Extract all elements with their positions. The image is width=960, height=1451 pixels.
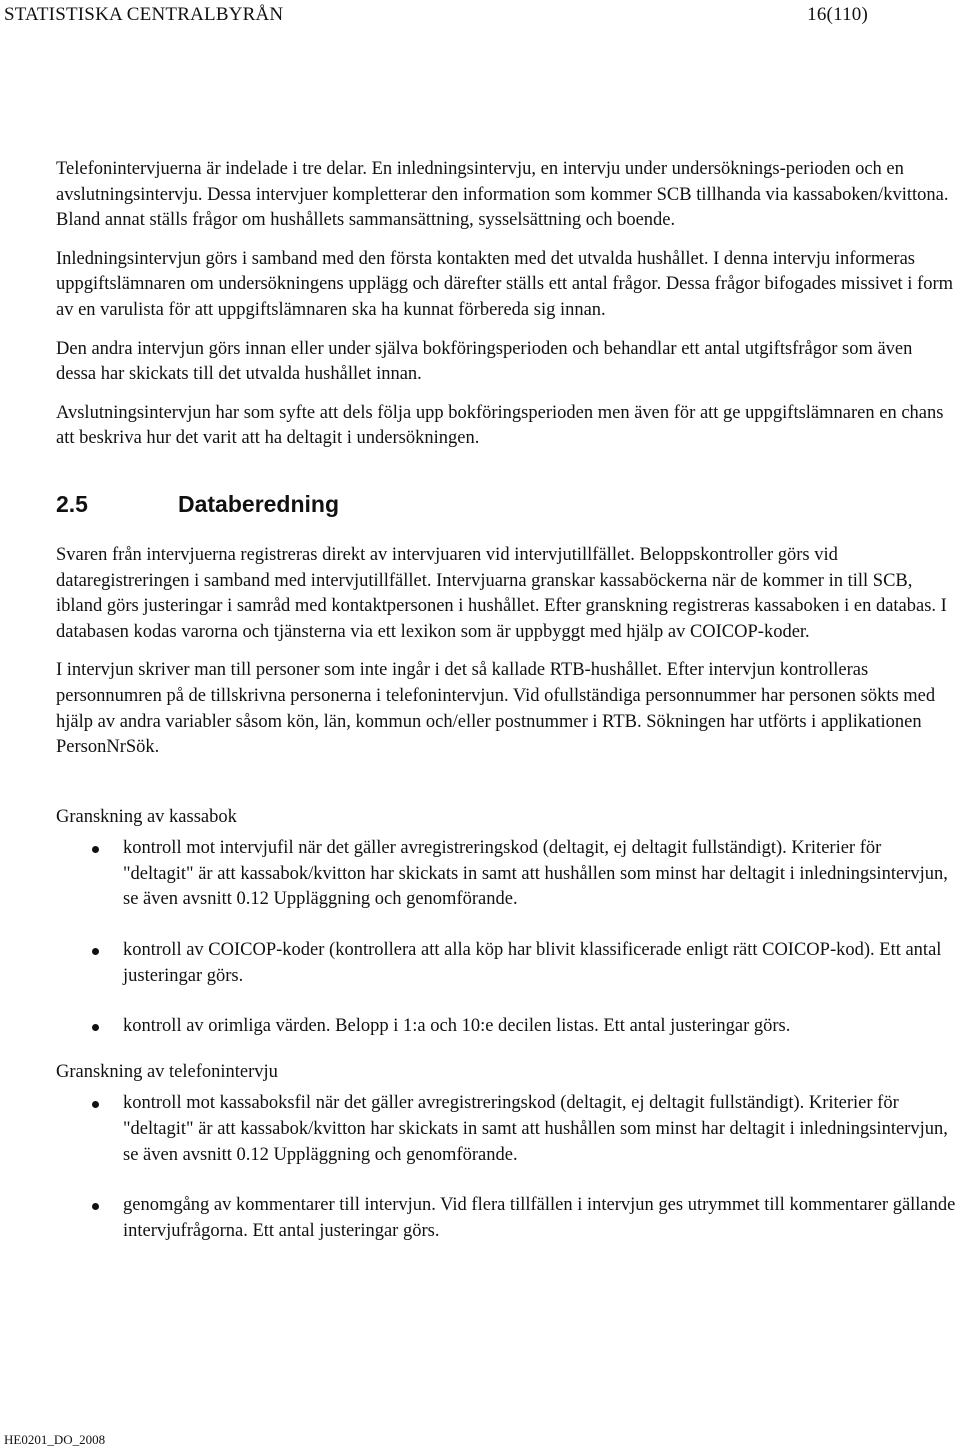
list-item-text: genomgång av kommentarer till intervjun. Vid flera tillfällen i intervjun ges utrymmet till kommentarer gällande intervjufrågorna. Ett antal justeringar görs. xyxy=(123,1195,956,1241)
list-item xyxy=(56,1091,956,1168)
paragraph: Telefonintervjuerna är indelade i tre delar. En inledningsintervju, en intervju under undersöknings-perioden och en avslutningsintervju. Dessa intervjuer kompletterar den information som kommer SCB tillhanda via kassaboken/kvittona. Bland annat ställs frågor om hushållets sammansättning, sysselsättning och boende. xyxy=(56,159,949,231)
bullet-icon xyxy=(92,1101,99,1108)
list-item xyxy=(56,1193,956,1244)
paragraph: Inledningsintervjun görs i samband med den första kontakten med det utvalda hushållet. I denna intervju informeras uppgiftslämnaren om undersökningens upplägg och därefter ställs ett antal frågor. Dessa frågor bifogades missivet i form av en varulista för att uppgiftslämnaren ska ha kunnat förbereda sig innan. xyxy=(56,248,954,320)
paragraph: Svaren från intervjuerna registreras direkt av intervjuaren vid intervjutillfället. Beloppskontroller görs vid dataregistreringen i samband med intervjutillfället. Intervjuarna granskar kassaböckerna när de kommer in till SCB, ibland görs justeringar i samråd med kontaktpersonen i hushållet. Efter granskning registreras kassaboken i en databas. I databasen kodas varorna och tjänsterna via ett lexikon som är uppbyggt med hjälp av COICOP-koder. xyxy=(56,544,947,642)
list-item-text: kontroll av COICOP-koder (kontrollera att alla köp har blivit klassificerade enligt rätt COICOP-kod). Ett antal justeringar görs. xyxy=(123,940,942,986)
subheading-granskning-telefonintervju: Granskning av telefonintervju xyxy=(56,1061,278,1082)
paragraph: Avslutningsintervjun har som syfte att dels följa upp bokföringsperioden men även för att ge uppgiftslämnaren en chans att beskriva hur det varit att ha deltagit i undersökningen. xyxy=(56,402,944,449)
list-item-text: kontroll av orimliga värden. Belopp i 1:a och 10:e decilen listas. Ett antal justeringar görs. xyxy=(123,1016,791,1037)
paragraph: I intervjun skriver man till personer som inte ingår i det så kallade RTB-hushållet. Efter intervjun kontrolleras personnumren på de tillskrivna personerna i telefonintervjun. Vid ofullständiga personnummer har personen sökts med hjälp av andra variabler såsom kön, län, kommun och/eller postnummer i RTB. Sökningen har utförts i applikationen PersonNrSök. xyxy=(56,660,936,758)
bullet-icon xyxy=(92,948,99,955)
subheading-granskning-kassabok: Granskning av kassabok xyxy=(56,806,237,827)
list-item xyxy=(56,1014,956,1040)
bullet-icon xyxy=(92,1024,99,1031)
list-item xyxy=(56,938,956,989)
bullet-icon xyxy=(92,1203,99,1210)
list-item xyxy=(56,836,956,913)
organization-name: STATISTISKA CENTRALBYRÅN xyxy=(4,4,284,25)
document-id-footer: HE0201_DO_2008 xyxy=(4,1432,106,1447)
list-item-text: kontroll mot kassaboksfil när det gäller avregistreringskod (deltagit, ej deltagit fullständigt). Kriterier för "deltagit" är att kassabok/kvitton har skickats in samt att hushållen som minst har deltagit i inledningsintervjun, se även avsnitt 0.12 Uppläggning och genomförande. xyxy=(123,1093,948,1165)
section-heading xyxy=(56,490,956,520)
section-title: Databeredning xyxy=(178,491,340,518)
page-number: 16(110) xyxy=(807,4,868,25)
page-header xyxy=(4,4,868,30)
document-body xyxy=(56,157,956,1259)
list-item-text: kontroll mot intervjufil när det gäller avregistreringskod (deltagit, ej deltagit fullständigt). Kriterier för "deltagit" är att kassabok/kvitton har skickats in samt att hushållen som minst har deltagit i inledningsintervjun, se även avsnitt 0.12 Uppläggning och genomförande. xyxy=(123,838,948,910)
section-number: 2.5 xyxy=(56,491,88,518)
paragraph: Den andra intervjun görs innan eller under själva bokföringsperioden och behandlar ett antal utgiftsfrågor som även dessa har skickats till det utvalda hushållet innan. xyxy=(56,338,913,385)
bullet-list-kassabok xyxy=(56,836,956,1040)
bullet-list-telefonintervju xyxy=(56,1091,956,1244)
bullet-icon xyxy=(92,846,99,853)
